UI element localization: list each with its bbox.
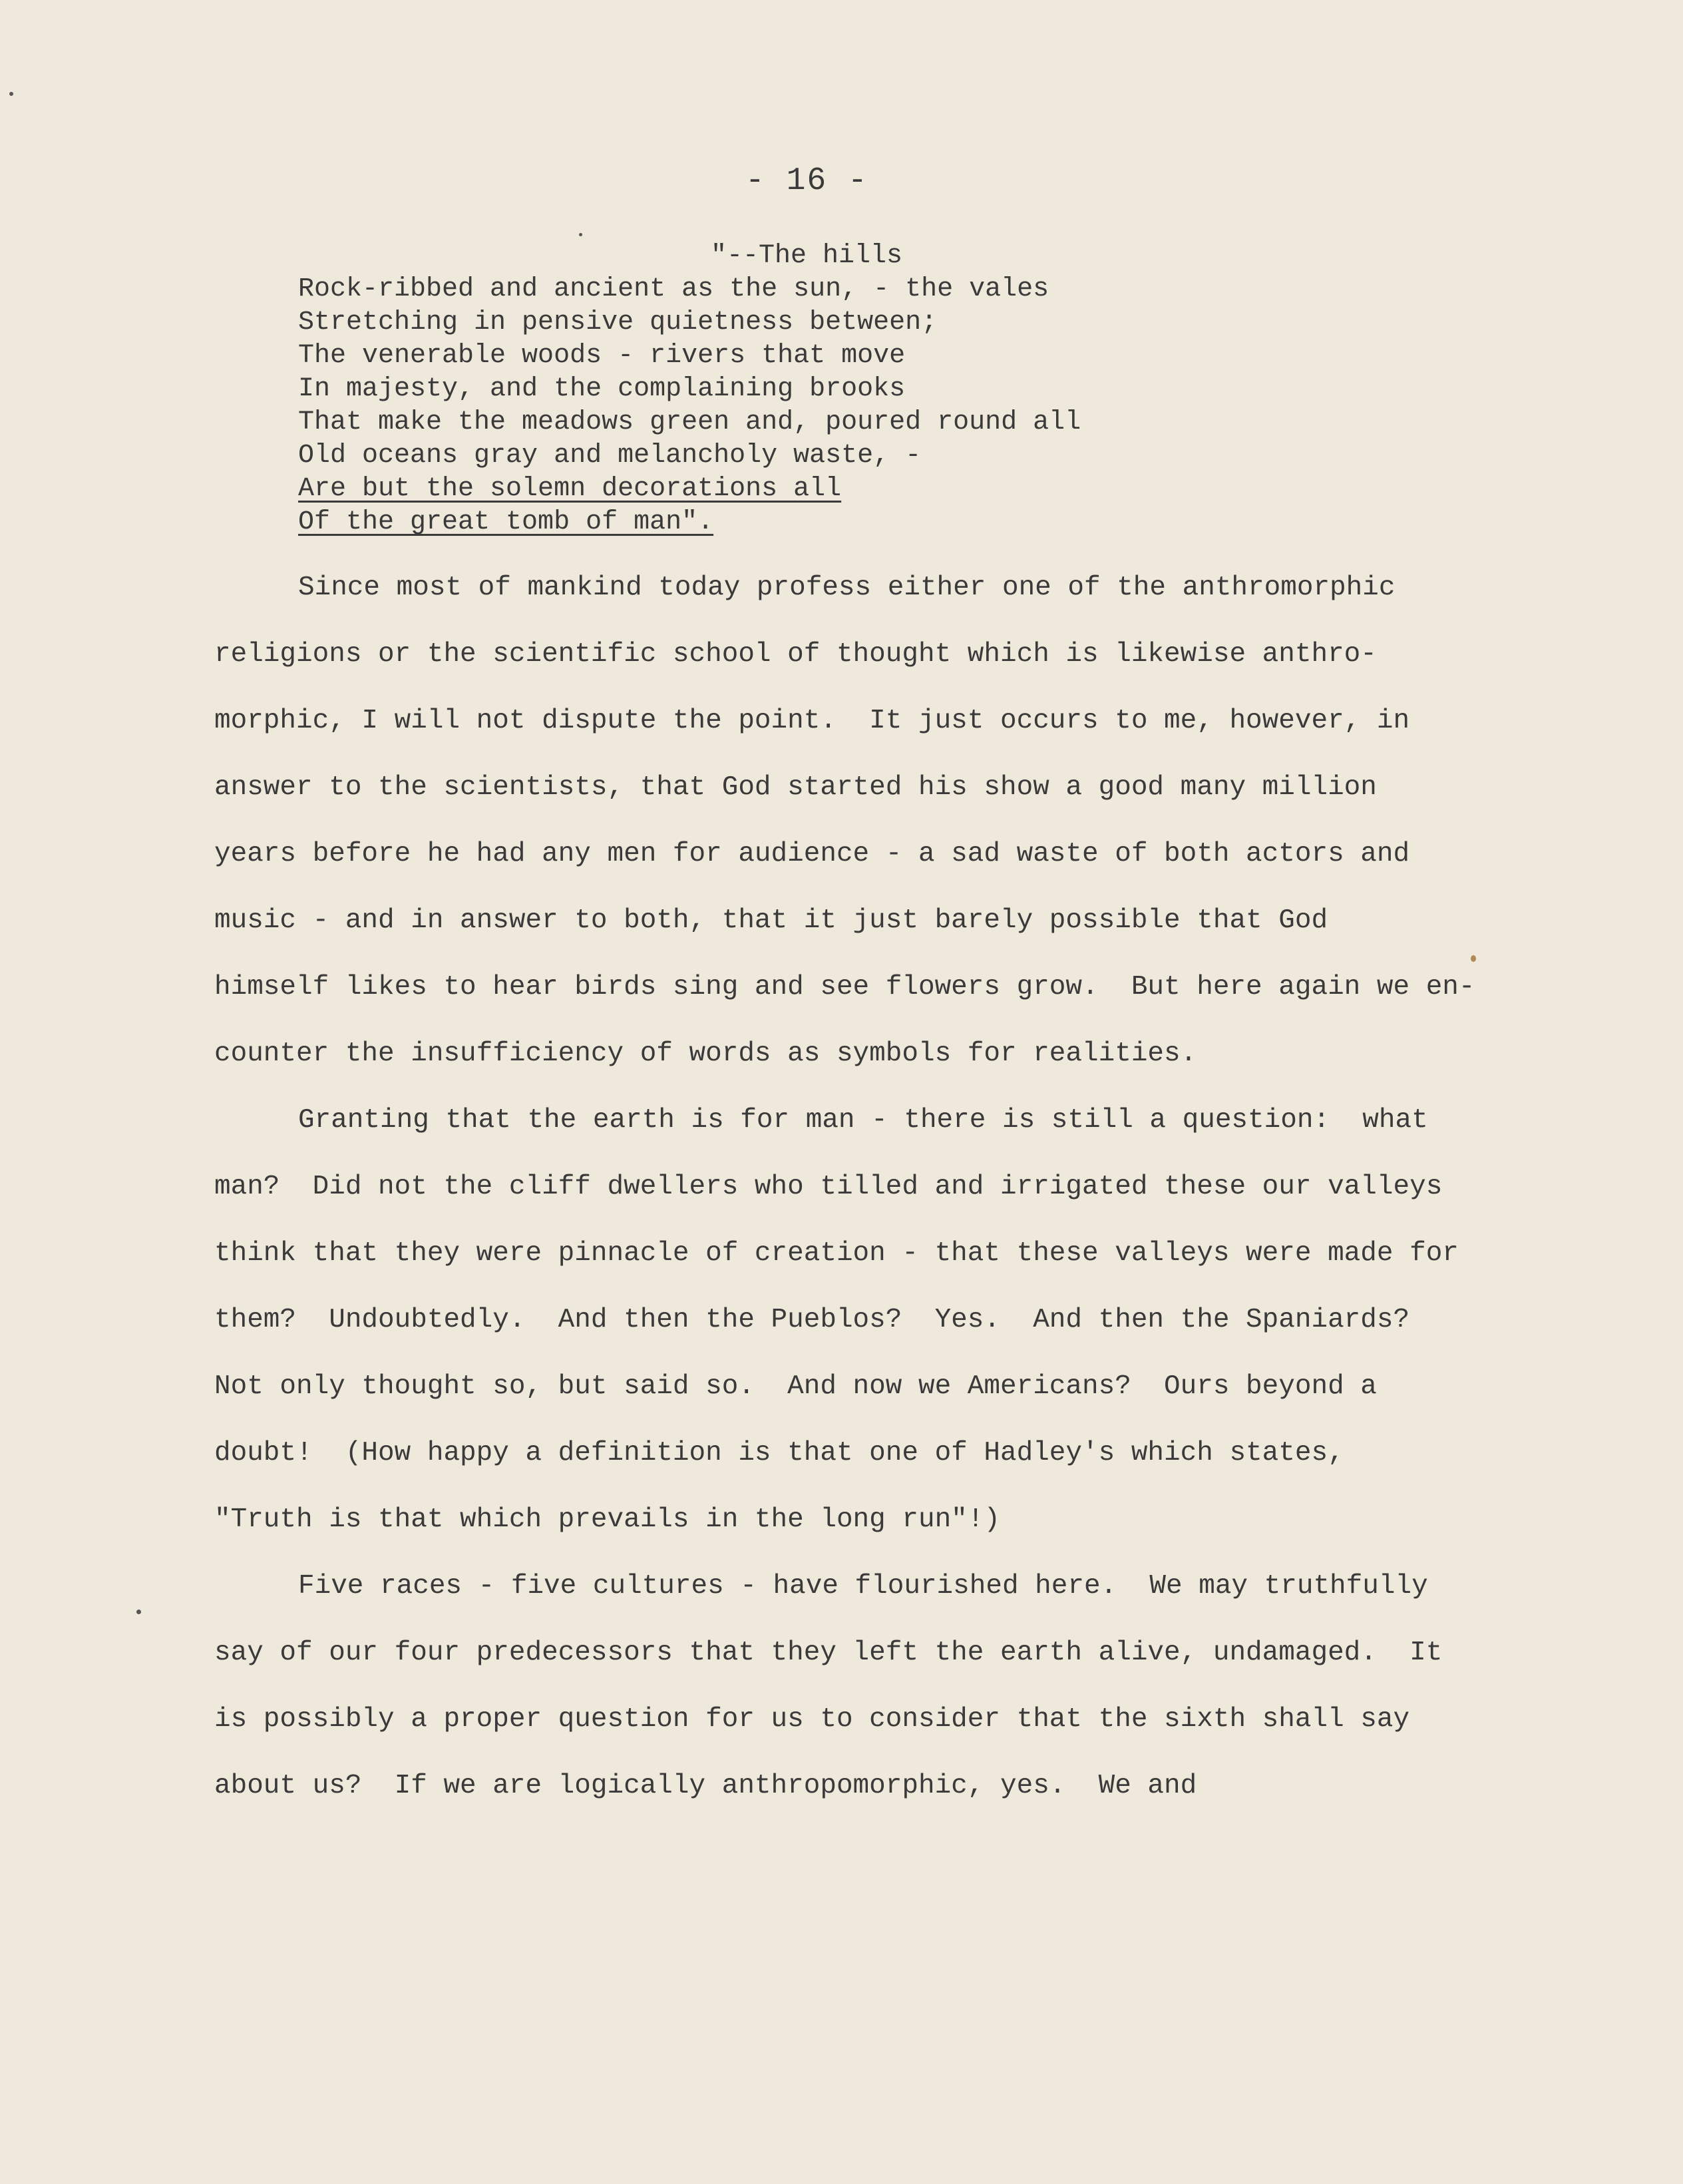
text-line: morphic, I will not dispute the point. It just occurs to me, however, in — [214, 706, 1410, 736]
poem-line: Old oceans gray and melancholy waste, - — [298, 441, 922, 471]
text-line: Five races - five cultures - have flourished here. We may truthfully — [298, 1571, 1428, 1602]
text-line: music - and in answer to both, that it just barely possible that God — [214, 905, 1328, 936]
poem-line: In majesty, and the complaining brooks — [298, 374, 906, 404]
text-line: Since most of mankind today profess either one of the anthromorphic — [298, 572, 1396, 603]
text-line: doubt! (How happy a definition is that one of Hadley's which states, — [214, 1438, 1344, 1468]
text-line: think that they were pinnacle of creation - that these valleys were made for — [214, 1238, 1459, 1269]
text-line: is possibly a proper question for us to consider that the sixth shall say — [214, 1704, 1410, 1735]
paper-speck — [1471, 955, 1476, 962]
text-line: counter the insufficiency of words as symbols for realities. — [214, 1038, 1197, 1069]
paper-speck — [136, 1610, 141, 1614]
text-line: man? Did not the cliff dwellers who tilled and irrigated these our valleys — [214, 1172, 1443, 1202]
text-line: answer to the scientists, that God started his show a good many million — [214, 772, 1377, 803]
poem-line: That make the meadows green and, poured round all — [298, 407, 1081, 437]
text-line: about us? If we are logically anthropomorphic, yes. We and — [214, 1771, 1197, 1801]
paper-speck — [9, 92, 13, 96]
text-line: them? Undoubtedly. And then the Pueblos? Yes. And then the Spaniards? — [214, 1305, 1410, 1335]
text-line: Not only thought so, but said so. And now we Americans? Ours beyond a — [214, 1371, 1377, 1402]
text-line: religions or the scientific school of thought which is likewise anthro- — [214, 639, 1377, 670]
poem-line: Stretching in pensive quietness between; — [298, 308, 938, 337]
text-line: himself likes to hear birds sing and see flowers grow. But here again we en- — [214, 972, 1475, 1002]
page-number: - 16 - — [745, 163, 868, 199]
text-line: years before he had any men for audience - a sad waste of both actors and — [214, 839, 1410, 869]
text-line: Granting that the earth is for man - there is still a question: what — [298, 1105, 1428, 1136]
poem-line: Rock-ribbed and ancient as the sun, - the vales — [298, 274, 1049, 304]
poem-line: "--The hills — [711, 241, 903, 271]
poem-line-underlined: Are but the solemn decorations all — [298, 474, 842, 504]
poem-line-underlined: Of the great tomb of man". — [298, 507, 714, 537]
text-line: say of our four predecessors that they left the earth alive, undamaged. It — [214, 1638, 1443, 1668]
poem-line: The venerable woods - rivers that move — [298, 341, 906, 371]
paper-speck — [579, 233, 582, 236]
text-line: "Truth is that which prevails in the long run"!) — [214, 1504, 1000, 1535]
